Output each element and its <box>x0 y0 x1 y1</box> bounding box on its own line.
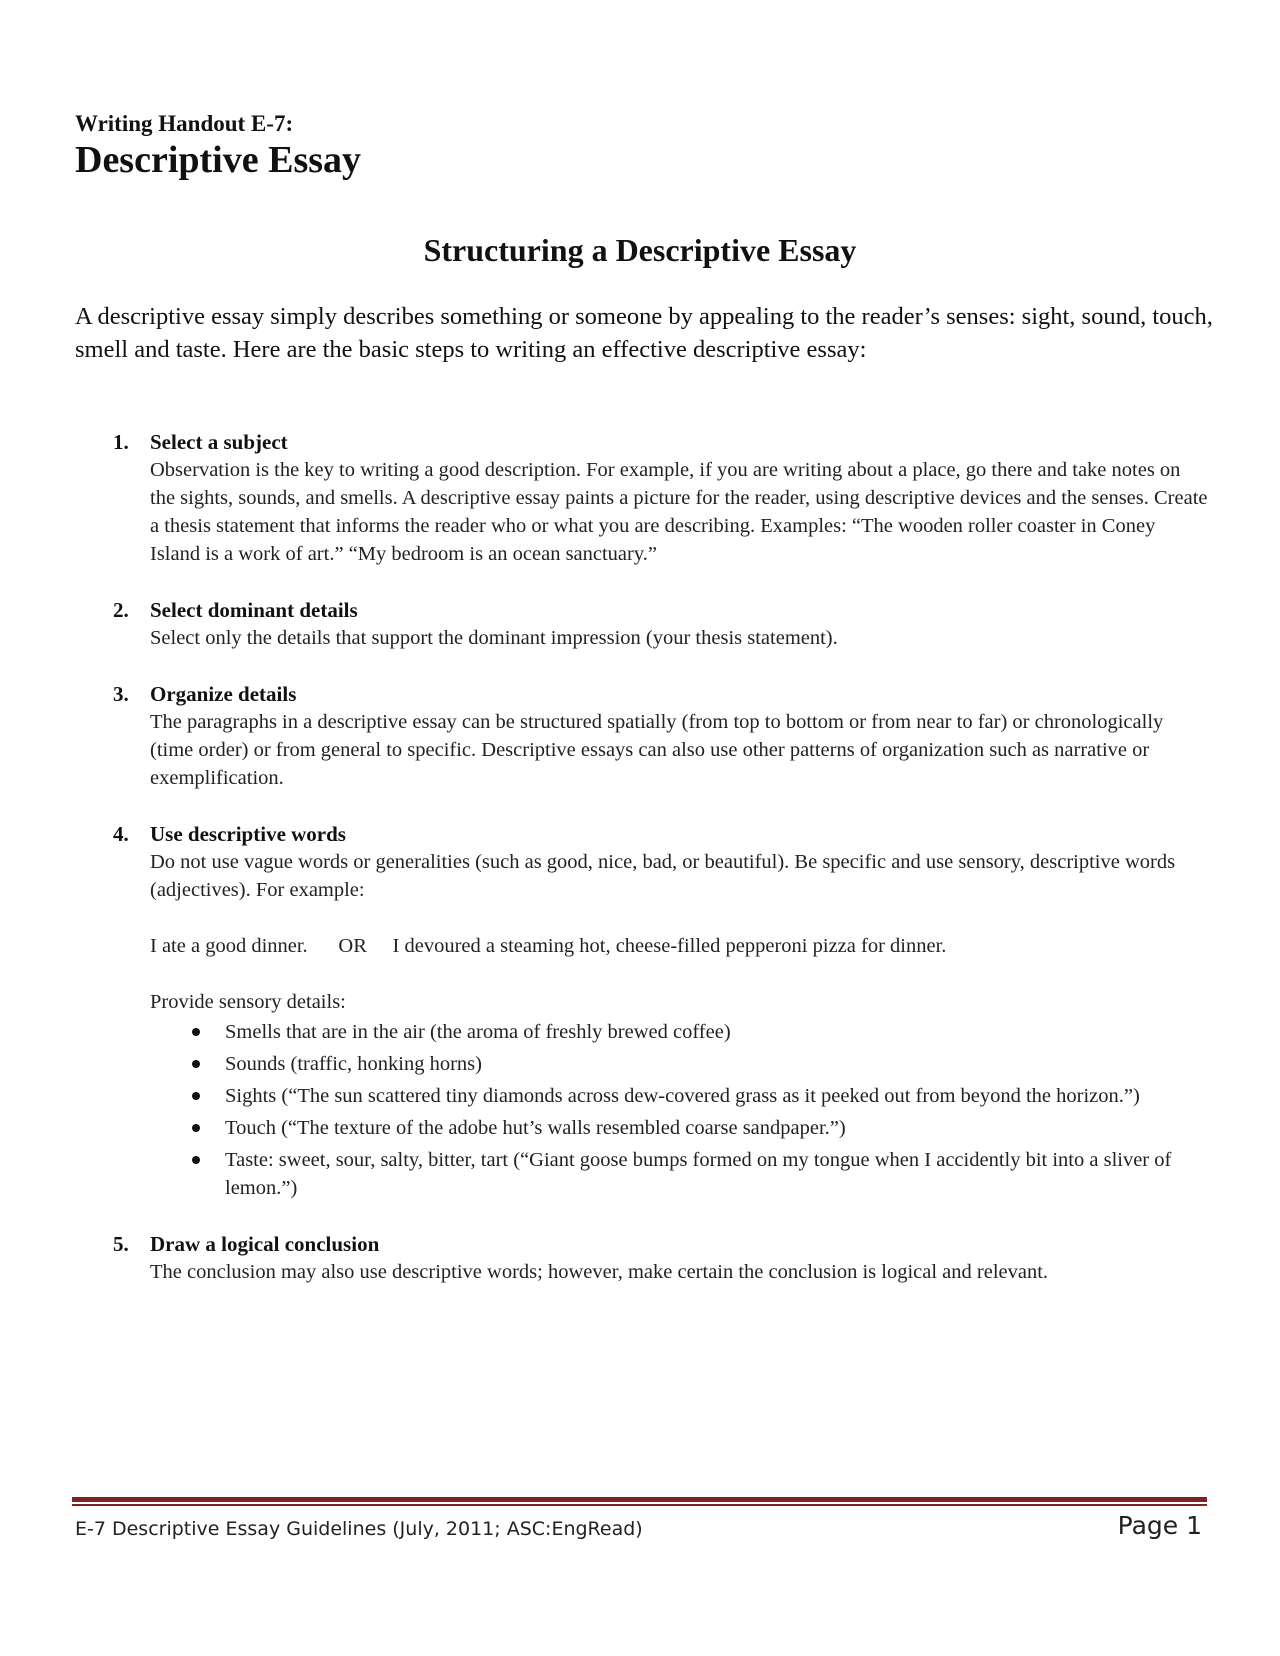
bullet-icon <box>192 1124 200 1132</box>
bullet-icon <box>192 1092 200 1100</box>
document-title: Descriptive Essay <box>75 139 362 181</box>
step-number: 5. <box>113 1232 129 1256</box>
bullet-text: Touch (“The texture of the adobe hut’s walls resembled coarse sandpaper.”) <box>225 1117 846 1139</box>
step-title: Use descriptive words <box>150 822 346 846</box>
footer-divider-thin <box>72 1504 1207 1506</box>
footer-document-info: E-7 Descriptive Essay Guidelines (July, 2011; ASC:EngRead) <box>75 1518 643 1540</box>
bullet-text: Sounds (traffic, honking horns) <box>225 1053 482 1075</box>
step-item <box>0 820 1280 1202</box>
bullet-icon <box>192 1060 200 1068</box>
step-title: Organize details <box>150 682 297 706</box>
bullet-icon <box>192 1028 200 1036</box>
example-sentence: I ate a good dinner. OR I devoured a steaming hot, cheese-filled pepperoni pizza for dinner. <box>150 935 947 957</box>
list-item <box>150 1114 1210 1142</box>
list-item <box>150 1050 1210 1078</box>
bullet-text: Taste: sweet, sour, salty, bitter, tart (“Giant goose bumps formed on my tongue when I accidently bit into a sliver of lemon.”) <box>225 1149 1172 1199</box>
step-number: 1. <box>113 430 129 454</box>
step-text: Observation is the key to writing a good description. For example, if you are writing about a place, go there and take notes on the sights, sounds, and smells. A descriptive essay paints a picture for the reader, using descriptive devices and the senses. Create a thesis statement that informs the reader who or what you are describing. Examples: “The wooden roller coaster in Coney Island is a work of art.” “My bedroom is an ocean sanctuary.” <box>150 459 1208 565</box>
steps-list <box>0 428 1280 1314</box>
step-item <box>0 680 1280 792</box>
step-number: 4. <box>113 822 129 846</box>
step-number: 2. <box>113 598 129 622</box>
section-title: Structuring a Descriptive Essay <box>423 232 857 268</box>
step-text: The paragraphs in a descriptive essay can be structured spatially (from top to bottom or from near to far) or chronologically (time order) or from general to specific. Descriptive essays can also use other patterns of organization such as narrative or exemplification. <box>150 711 1164 789</box>
step-text: Select only the details that support the dominant impression (your thesis statement). <box>150 627 838 649</box>
footer-divider <box>72 1497 1207 1502</box>
step-title: Select dominant details <box>150 598 358 622</box>
step-item <box>0 428 1280 568</box>
step-item <box>0 1230 1280 1286</box>
list-item <box>150 1082 1210 1110</box>
bullet-text: Sights (“The sun scattered tiny diamonds across dew-covered grass as it peeked out from beyond the horizon.”) <box>225 1085 1140 1107</box>
list-item <box>150 1018 1210 1046</box>
bullet-text: Smells that are in the air (the aroma of freshly brewed coffee) <box>225 1021 731 1043</box>
handout-label: Writing Handout E-7: <box>75 111 294 136</box>
step-title: Draw a logical conclusion <box>150 1232 380 1256</box>
intro-paragraph: A descriptive essay simply describes something or someone by appealing to the reader’s senses: sight, sound, touch, smell and taste. Here are the basic steps to writing an effective descriptive essay: <box>75 303 1213 363</box>
step-title: Select a subject <box>150 430 288 454</box>
list-item <box>150 1146 1210 1202</box>
bullet-icon <box>192 1156 200 1164</box>
page-number: Page 1 <box>1117 1511 1202 1540</box>
sensory-intro: Provide sensory details: <box>150 991 346 1013</box>
step-number: 3. <box>113 682 129 706</box>
step-text: The conclusion may also use descriptive words; however, make certain the conclusion is logical and relevant. <box>150 1261 1049 1283</box>
step-text: Do not use vague words or generalities (such as good, nice, bad, or beautiful). Be specific and use sensory, descriptive words (adjectives). For example: <box>150 851 1176 901</box>
step-item <box>0 596 1280 652</box>
sensory-bullets <box>150 1018 1210 1202</box>
